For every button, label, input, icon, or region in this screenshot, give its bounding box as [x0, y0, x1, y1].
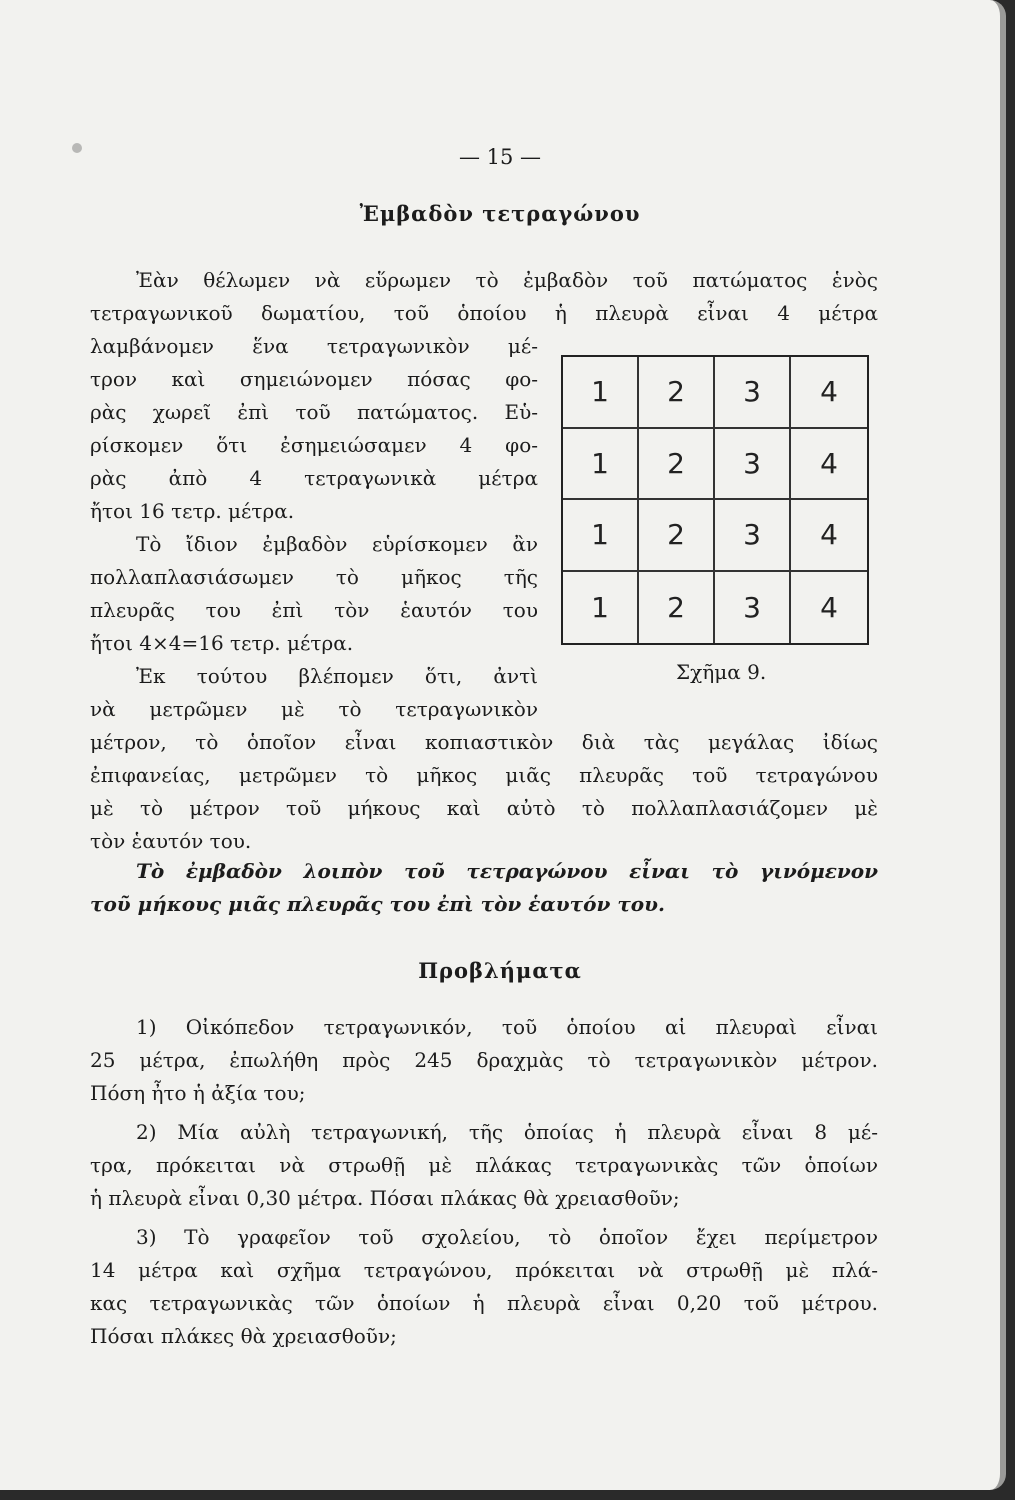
- text-line: ἤτοι 16 τετρ. μέτρα.: [90, 499, 295, 523]
- problem-line: 25 μέτρα, ἐπωλήθη πρὸς 245 δραχμὰς τὸ τετραγωνικὸν μέτρον.: [90, 1048, 878, 1072]
- text-line: ρὰς χωρεῖ ἐπὶ τοῦ πατώματος. Εὑ-: [90, 400, 538, 424]
- grid-cell: 2: [639, 357, 715, 429]
- grid-cell: 1: [563, 572, 639, 644]
- text-line: μὲ τὸ μέτρον τοῦ μήκους καὶ αὐτὸ τὸ πολλαπλασιάζομεν μὲ: [90, 796, 878, 820]
- text-line: ρίσκομεν ὅτι ἐσημειώσαμεν 4 φο-: [90, 433, 538, 457]
- problem-line: κας τετραγωνικὰς τῶν ὁποίων ἡ πλευρὰ εἶναι 0,20 τοῦ μέτρου.: [90, 1291, 878, 1315]
- grid-cell: 3: [715, 357, 791, 429]
- grid-cell: 3: [715, 429, 791, 501]
- grid-cell: 3: [715, 572, 791, 644]
- grid-cell: 1: [563, 429, 639, 501]
- text-line: νὰ μετρῶμεν μὲ τὸ τετραγωνικὸν: [90, 697, 538, 721]
- text-line: πλευρᾶς του ἐπὶ τὸν ἑαυτόν του: [90, 598, 538, 622]
- text-line: μέτρον, τὸ ὁποῖον εἶναι κοπιαστικὸν διὰ τὰς μεγάλας ἰδίως: [90, 730, 878, 754]
- grid-cell: 3: [715, 500, 791, 572]
- grid-cell: 2: [639, 429, 715, 501]
- text-line: τρον καὶ σημειώνομεν πόσας φο-: [90, 367, 538, 391]
- text-line: τὸν ἑαυτόν του.: [90, 829, 252, 853]
- text-line: τετραγωνικοῦ δωματίου, τοῦ ὁποίου ἡ πλευρὰ εἶναι 4 μέτρα: [90, 301, 878, 325]
- grid-cell: 1: [563, 357, 639, 429]
- text-line: πολλαπλασιάσωμεν τὸ μῆκος τῆς: [90, 565, 538, 589]
- text-line: Ἐκ τούτου βλέπομεν ὅτι, ἀντὶ: [136, 664, 538, 688]
- grid-cell: 2: [639, 500, 715, 572]
- text-line: Τὸ ἴδιον ἐμβαδὸν εὑρίσκομεν ἂν: [136, 532, 538, 556]
- grid-cell: 4: [820, 590, 838, 624]
- text-line: ἤτοι 4×4=16 τετρ. μέτρα.: [90, 631, 354, 655]
- page-number: — 15 —: [458, 145, 542, 169]
- problem-line: 2) Μία αὐλὴ τετραγωνική, τῆς ὁποίας ἡ πλευρὰ εἶναι 8 μέ-: [136, 1120, 878, 1144]
- text-line: λαμβάνομεν ἕνα τετραγωνικὸν μέ-: [90, 334, 538, 358]
- grid-cell: 2: [639, 572, 715, 644]
- figure-caption: Σχῆμα 9.: [676, 660, 767, 684]
- text-line: Ἐὰν θέλωμεν νὰ εὕρωμεν τὸ ἐμβαδὸν τοῦ πατώματος ἑνὸς: [136, 268, 878, 292]
- problem-line: Πόση ἦτο ἡ ἀξία του;: [90, 1081, 306, 1105]
- problem-line: 14 μέτρα καὶ σχῆμα τετραγώνου, πρόκειται νὰ στρωθῇ μὲ πλά-: [90, 1258, 878, 1282]
- grid-cell: 4: [791, 500, 867, 572]
- grid-cell: 4: [791, 429, 867, 501]
- grid-cell: 1: [563, 500, 639, 572]
- text-line: ἐπιφανείας, μετρῶμεν τὸ μῆκος μιᾶς πλευρᾶς τοῦ τετραγώνου: [90, 763, 878, 787]
- area-grid-figure: [561, 355, 869, 645]
- rule-line: Τὸ ἐμβαδὸν λοιπὸν τοῦ τετραγώνου εἶναι τὸ γινόμενον: [136, 859, 878, 883]
- problem-line: Πόσαι πλάκες θὰ χρειασθοῦν;: [90, 1324, 397, 1348]
- problem-line: 1) Οἰκόπεδον τετραγωνικόν, τοῦ ὁποίου αἱ πλευραὶ εἶναι: [136, 1015, 878, 1039]
- problems-heading: Προβλήματα: [418, 958, 582, 983]
- grid-cell: 4: [791, 357, 867, 429]
- text-line: ρὰς ἀπὸ 4 τετραγωνικὰ μέτρα: [90, 466, 538, 490]
- problem-line: τρα, πρόκειται νὰ στρωθῇ μὲ πλάκας τετραγωνικὰς τῶν ὁποίων: [90, 1153, 878, 1177]
- problem-line: ἡ πλευρὰ εἶναι 0,30 μέτρα. Πόσαι πλάκας θὰ χρειασθοῦν;: [90, 1186, 680, 1210]
- problem-line: 3) Τὸ γραφεῖον τοῦ σχολείου, τὸ ὁποῖον ἔχει περίμετρον: [136, 1225, 878, 1249]
- rule-line: τοῦ μήκους μιᾶς πλευρᾶς του ἐπὶ τὸν ἑαυτόν του.: [90, 892, 665, 916]
- section-title: Ἐμβαδὸν τετραγώνου: [359, 201, 641, 226]
